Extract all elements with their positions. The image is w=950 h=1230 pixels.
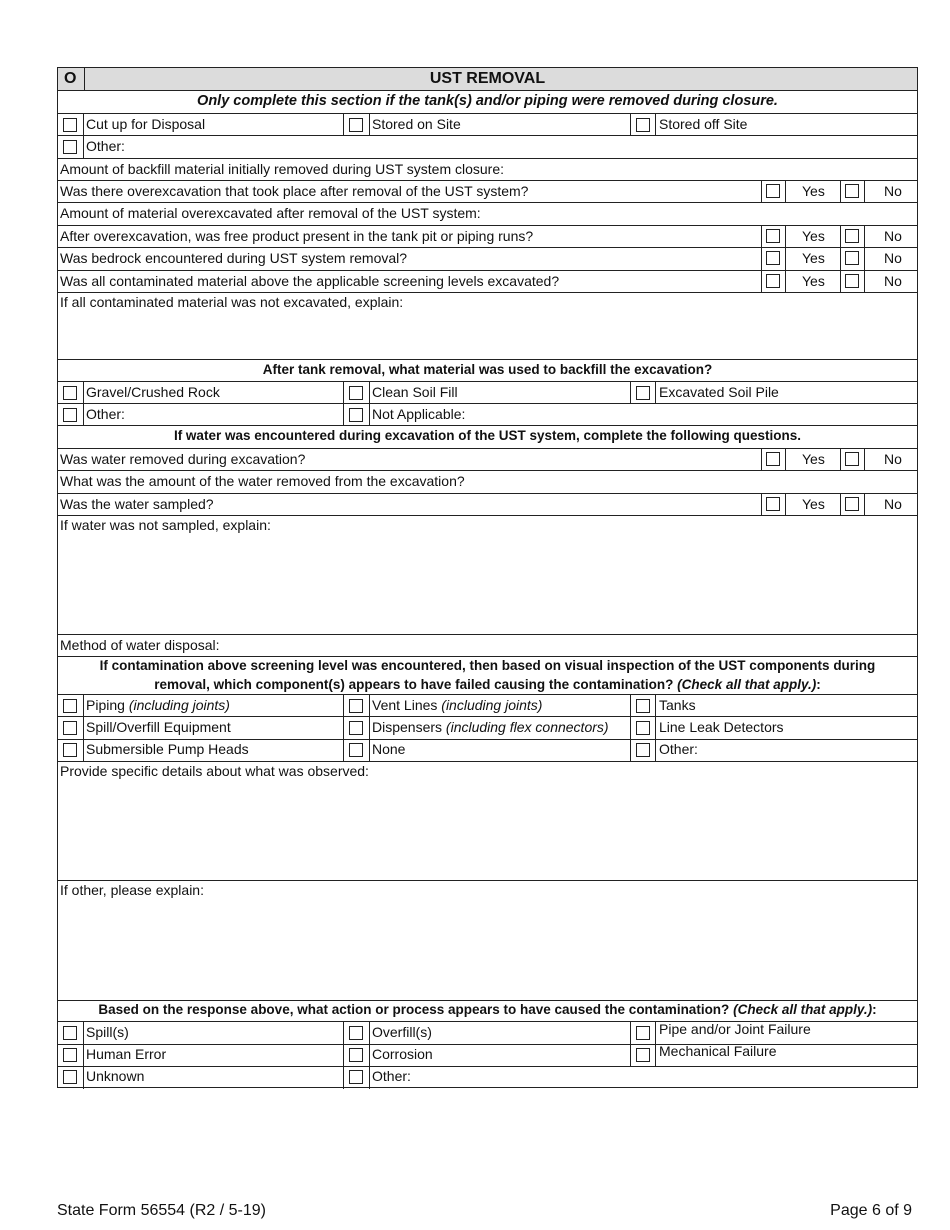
section-letter: O bbox=[64, 70, 77, 87]
spill-overfill-label: Spill/Overfill Equipment bbox=[86, 719, 231, 735]
water-heading: If water was encountered during excavation of the UST system, complete the following questions. bbox=[173, 428, 802, 443]
none-checkbox[interactable] bbox=[349, 743, 363, 757]
no-label: No bbox=[884, 273, 902, 289]
no-label: No bbox=[884, 496, 902, 512]
piping-checkbox[interactable] bbox=[63, 699, 77, 713]
cut-up-label: Cut up for Disposal bbox=[86, 116, 206, 132]
corrosion-checkbox[interactable] bbox=[349, 1048, 363, 1062]
clean-soil-label: Clean Soil Fill bbox=[372, 384, 458, 400]
component-other-label: Other: bbox=[659, 741, 698, 757]
components-heading-line2: removal, which component(s) appears to have failed causing the contamination? (Check all that apply.): bbox=[154, 677, 821, 692]
piping-label: Piping (including joints) bbox=[86, 697, 230, 713]
backfill-removed-question: Amount of backfill material initially removed during UST system closure: bbox=[60, 161, 505, 177]
stored-off-site-label: Stored off Site bbox=[659, 116, 748, 132]
overexcavation-no-checkbox[interactable] bbox=[845, 184, 859, 198]
cause-other-checkbox[interactable] bbox=[349, 1070, 363, 1084]
corrosion-label: Corrosion bbox=[372, 1046, 433, 1062]
causes-heading: Based on the response above, what action or process appears to have caused the contamination? (Check all that apply.): bbox=[98, 1002, 877, 1017]
no-label: No bbox=[884, 183, 902, 199]
submersible-checkbox[interactable] bbox=[63, 743, 77, 757]
check-all-note: (Check all that apply.) bbox=[677, 677, 817, 692]
overfills-checkbox[interactable] bbox=[349, 1026, 363, 1040]
yes-label: Yes bbox=[802, 451, 825, 467]
water-sampled-no-checkbox[interactable] bbox=[845, 497, 859, 511]
dispensers-checkbox[interactable] bbox=[349, 721, 363, 735]
spill-overfill-checkbox[interactable] bbox=[63, 721, 77, 735]
tanks-checkbox[interactable] bbox=[636, 699, 650, 713]
yes-label: Yes bbox=[802, 228, 825, 244]
not-applicable-checkbox[interactable] bbox=[349, 408, 363, 422]
clean-soil-checkbox[interactable] bbox=[349, 386, 363, 400]
water-removed-no-checkbox[interactable] bbox=[845, 452, 859, 466]
vent-lines-checkbox[interactable] bbox=[349, 699, 363, 713]
water-removed-yes-checkbox[interactable] bbox=[766, 452, 780, 466]
yes-label: Yes bbox=[802, 496, 825, 512]
contaminated-no-checkbox[interactable] bbox=[845, 274, 859, 288]
bedrock-no-checkbox[interactable] bbox=[845, 251, 859, 265]
line-leak-label: Line Leak Detectors bbox=[659, 719, 784, 735]
section-title: UST REMOVAL bbox=[429, 70, 546, 87]
other-explain-label: If other, please explain: bbox=[60, 882, 204, 898]
tanks-label: Tanks bbox=[659, 697, 696, 713]
gravel-label: Gravel/Crushed Rock bbox=[86, 384, 220, 400]
free-product-yes-checkbox[interactable] bbox=[766, 229, 780, 243]
excavated-pile-label: Excavated Soil Pile bbox=[659, 384, 779, 400]
form-id: State Form 56554 (R2 / 5-19) bbox=[57, 1202, 266, 1219]
yes-label: Yes bbox=[802, 183, 825, 199]
dispensers-label: Dispensers (including flex connectors) bbox=[372, 719, 609, 735]
disposal-other-label: Other: bbox=[86, 138, 125, 154]
human-error-label: Human Error bbox=[86, 1046, 167, 1062]
overexcavation-question: Was there overexcavation that took place after removal of the UST system? bbox=[60, 183, 529, 199]
page-number: Page 6 of 9 bbox=[830, 1202, 912, 1219]
unknown-label: Unknown bbox=[86, 1068, 145, 1084]
unknown-checkbox[interactable] bbox=[63, 1070, 77, 1084]
not-excavated-explain-label: If all contaminated material was not excavated, explain: bbox=[60, 294, 404, 310]
pipe-joint-checkbox[interactable] bbox=[636, 1026, 650, 1040]
gravel-checkbox[interactable] bbox=[63, 386, 77, 400]
vent-lines-label: Vent Lines (including joints) bbox=[372, 697, 543, 713]
backfill-other-checkbox[interactable] bbox=[63, 408, 77, 422]
water-sampled-yes-checkbox[interactable] bbox=[766, 497, 780, 511]
bedrock-question: Was bedrock encountered during UST system removal? bbox=[60, 250, 408, 266]
section-instruction: Only complete this section if the tank(s) and/or piping were removed during closure. bbox=[197, 93, 778, 109]
backfill-heading: After tank removal, what material was used to backfill the excavation? bbox=[262, 362, 713, 377]
spills-checkbox[interactable] bbox=[63, 1026, 77, 1040]
no-label: No bbox=[884, 451, 902, 467]
water-amount-question: What was the amount of the water removed from the excavation? bbox=[60, 473, 465, 489]
stored-on-site-label: Stored on Site bbox=[372, 116, 461, 132]
material-overexcavated-question: Amount of material overexcavated after removal of the UST system: bbox=[60, 205, 481, 221]
overexcavation-yes-checkbox[interactable] bbox=[766, 184, 780, 198]
spills-label: Spill(s) bbox=[86, 1024, 129, 1040]
stored-off-site-checkbox[interactable] bbox=[636, 118, 650, 132]
pipe-joint-label: Pipe and/or Joint Failure bbox=[659, 1021, 811, 1037]
disposal-other-checkbox[interactable] bbox=[63, 140, 77, 154]
no-label: No bbox=[884, 250, 902, 266]
water-not-sampled-explain-label: If water was not sampled, explain: bbox=[60, 517, 271, 533]
mechanical-checkbox[interactable] bbox=[636, 1048, 650, 1062]
yes-label: Yes bbox=[802, 273, 825, 289]
backfill-other-label: Other: bbox=[86, 406, 125, 422]
water-removed-question: Was water removed during excavation? bbox=[60, 451, 306, 467]
not-applicable-label: Not Applicable: bbox=[372, 406, 466, 422]
check-all-note: (Check all that apply.) bbox=[733, 1002, 873, 1017]
submersible-label: Submersible Pump Heads bbox=[86, 741, 249, 757]
free-product-question: After overexcavation, was free product present in the tank pit or piping runs? bbox=[60, 228, 534, 244]
human-error-checkbox[interactable] bbox=[63, 1048, 77, 1062]
mechanical-label: Mechanical Failure bbox=[659, 1043, 777, 1059]
none-label: None bbox=[372, 741, 406, 757]
overfills-label: Overfill(s) bbox=[372, 1024, 432, 1040]
water-sampled-question: Was the water sampled? bbox=[60, 496, 214, 512]
cause-other-label: Other: bbox=[372, 1068, 411, 1084]
free-product-no-checkbox[interactable] bbox=[845, 229, 859, 243]
component-other-checkbox[interactable] bbox=[636, 743, 650, 757]
bedrock-yes-checkbox[interactable] bbox=[766, 251, 780, 265]
yes-label: Yes bbox=[802, 250, 825, 266]
details-label: Provide specific details about what was observed: bbox=[60, 763, 369, 779]
components-heading-line1: If contamination above screening level was encountered, then based on visual inspection of the UST components during bbox=[99, 658, 876, 673]
stored-on-site-checkbox[interactable] bbox=[349, 118, 363, 132]
line-leak-checkbox[interactable] bbox=[636, 721, 650, 735]
contaminated-excavated-question: Was all contaminated material above the applicable screening levels excavated? bbox=[60, 273, 560, 289]
water-disposal-method-label: Method of water disposal: bbox=[60, 637, 220, 653]
contaminated-yes-checkbox[interactable] bbox=[766, 274, 780, 288]
ust-removal-section bbox=[57, 67, 918, 1088]
excavated-pile-checkbox[interactable] bbox=[636, 386, 650, 400]
cut-up-checkbox[interactable] bbox=[63, 118, 77, 132]
no-label: No bbox=[884, 228, 902, 244]
